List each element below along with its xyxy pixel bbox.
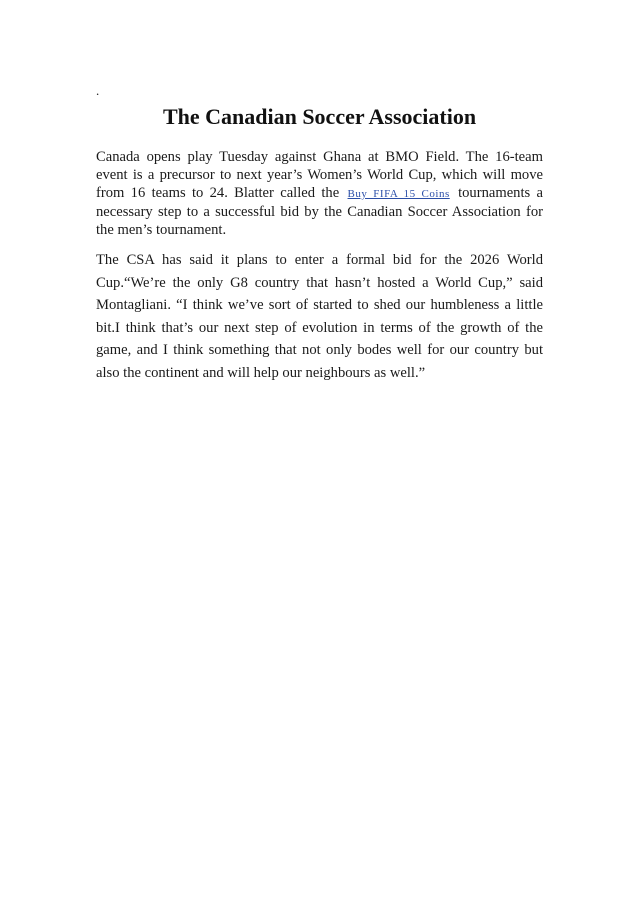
paragraph-1: [96, 148, 543, 239]
page-marker: .: [96, 83, 100, 98]
paragraph-1-text-end: tournaments a necessary step to a successful bid by the Canadian Soccer Association for the men’s tournament.: [96, 185, 544, 238]
paragraph-2: The CSA has said it plans to enter a formal bid for the 2026 World Cup.“We’re the only G8 country that hasn’t hosted a World Cup,” said Montagliani. “I think we’ve sort of started to shed our humbleness a little bit.I think that’s our next step of evolution in terms of the growth of the game, and I think something that not only bodes well for our country but also the continent and will help our neighbours as well.”: [96, 252, 543, 381]
document-title: The Canadian Soccer Association: [162, 104, 477, 129]
paragraph-1-text-start: Canada opens play Tuesday against Ghana at BMO Field. The 16-team event is a precursor to next year’s Women’s World Cup, which will move from 16 teams to 24. Blatter called the: [96, 149, 543, 201]
buy-fifa-coins-link[interactable]: Buy FIFA 15 Coins: [347, 188, 450, 200]
document-page: [96, 84, 543, 384]
